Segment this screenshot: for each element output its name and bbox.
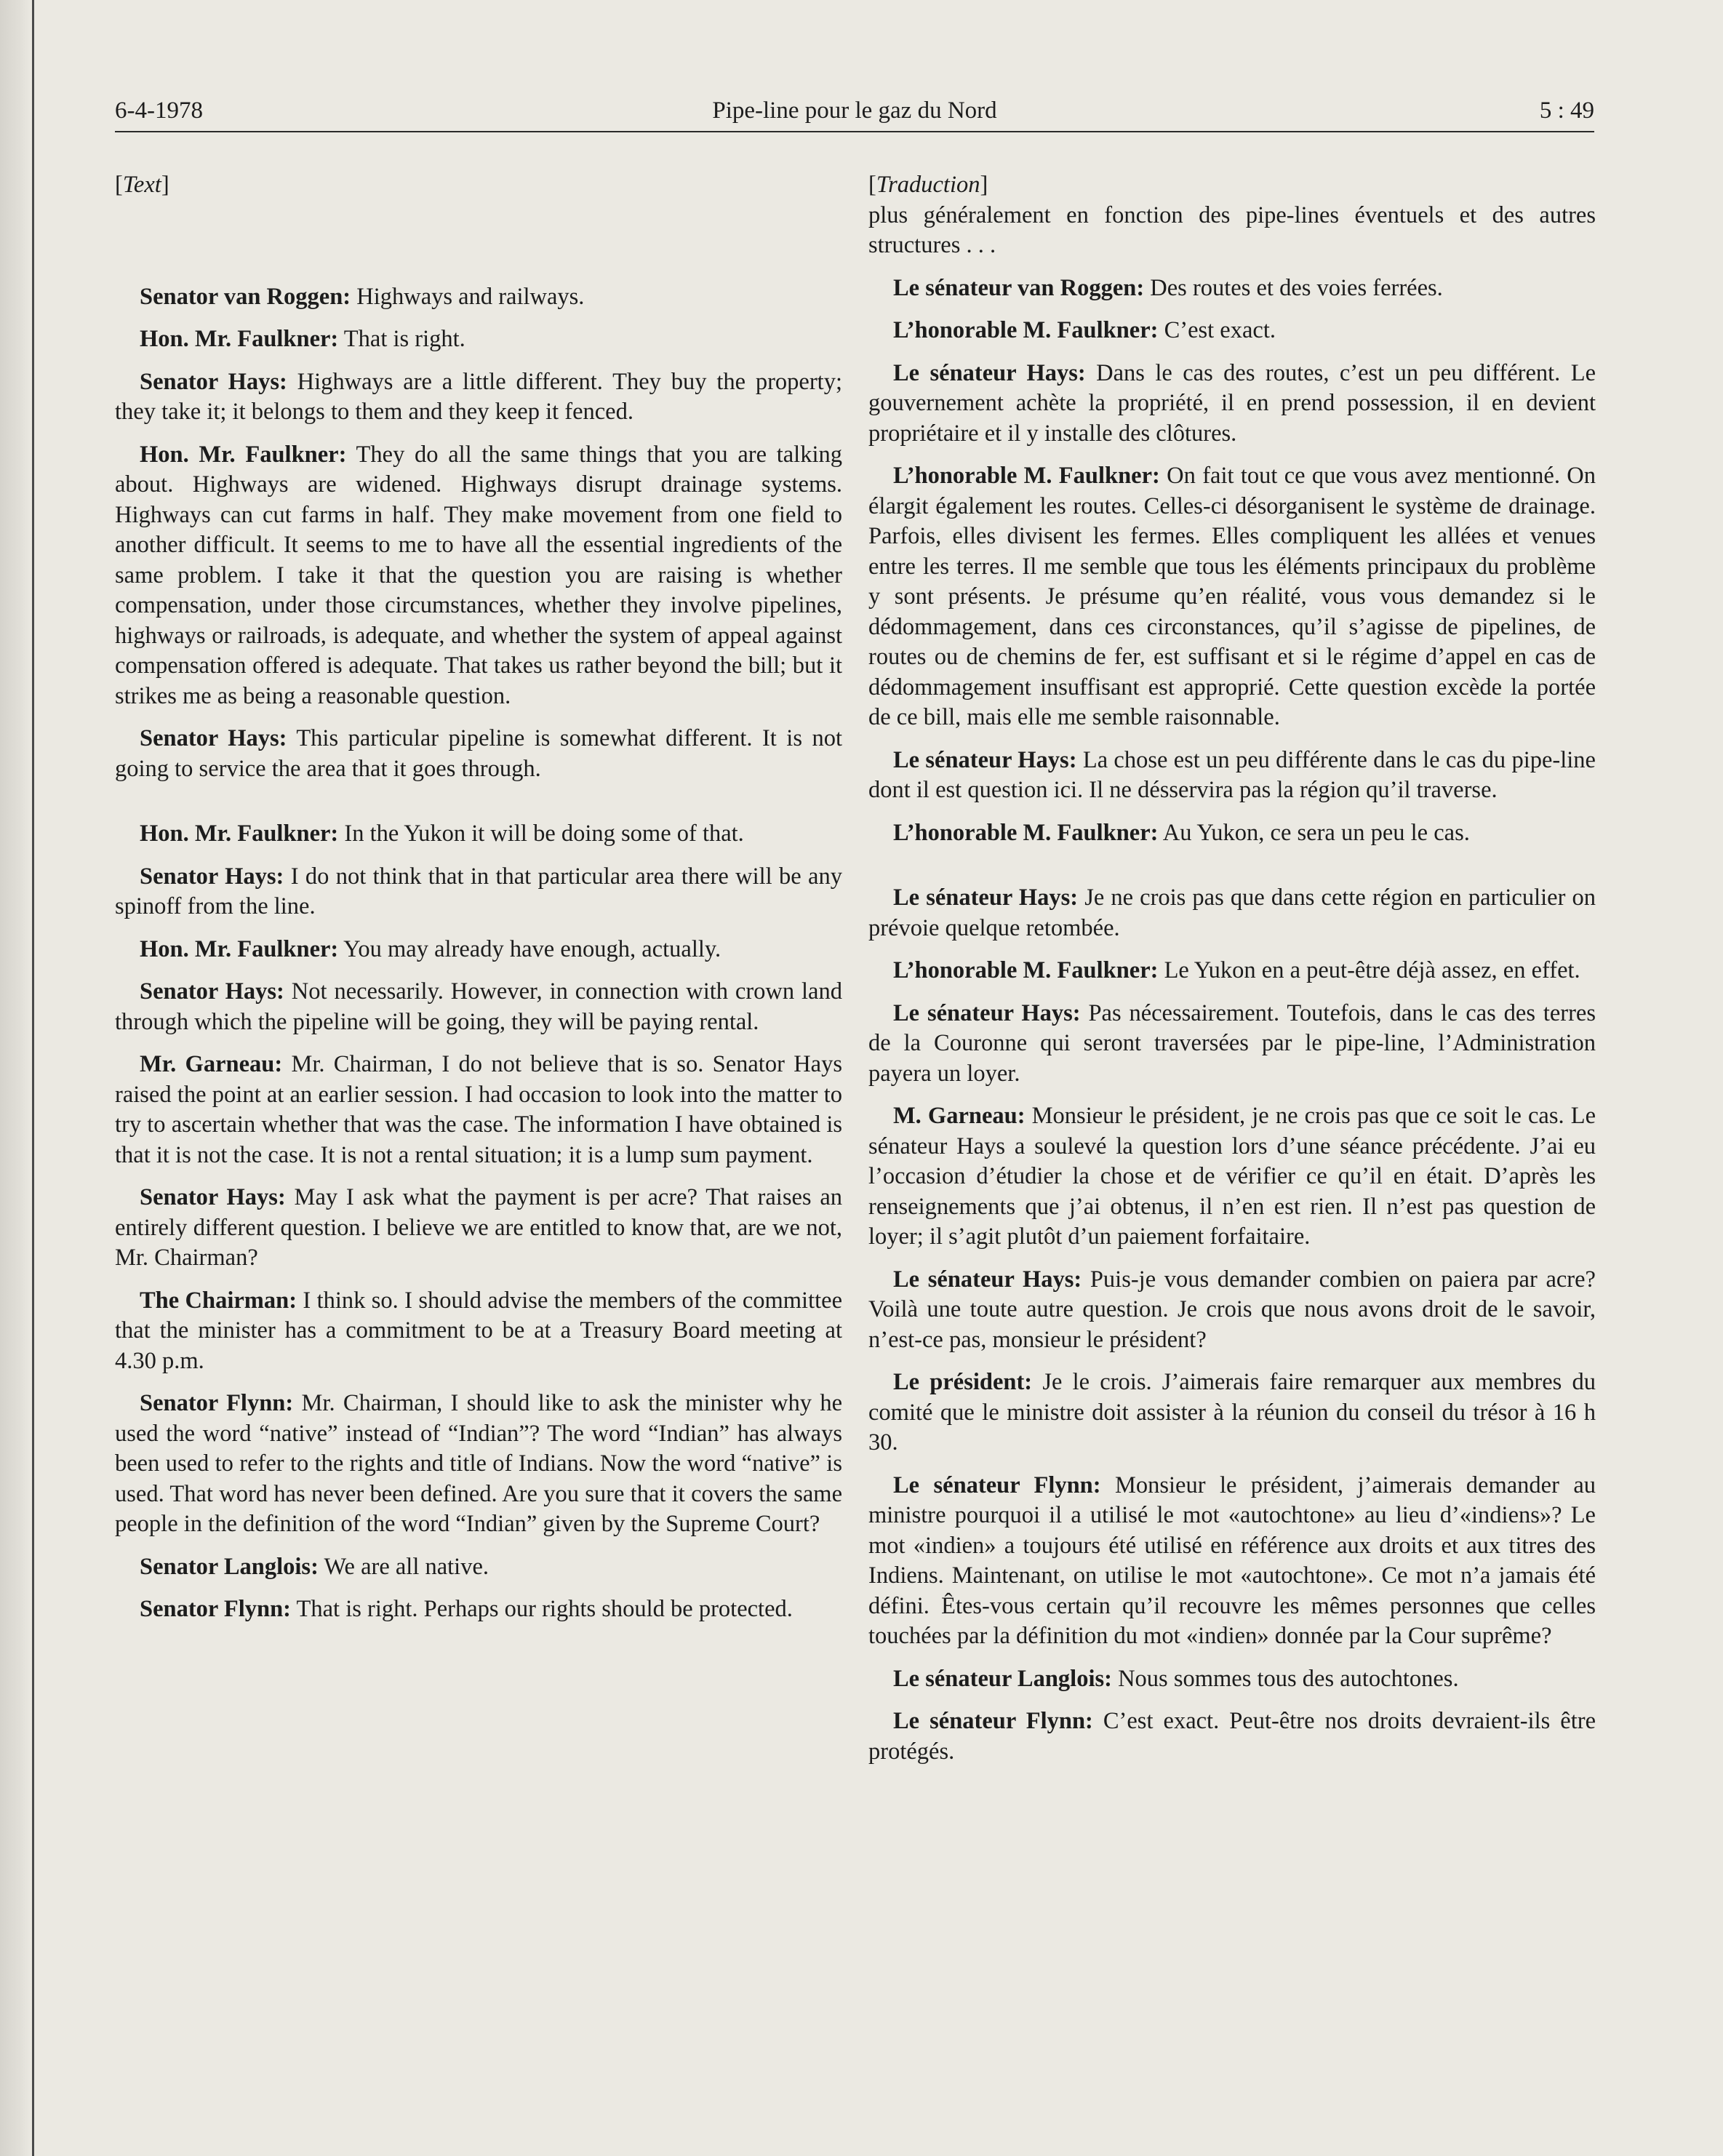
speech-text: We are all native. [318,1553,489,1580]
transcript-paragraph [115,1389,842,1540]
speaker-name: L’honorable M. Faulkner: [893,317,1159,343]
speaker-name: L’honorable M. Faulkner: [893,819,1159,846]
continuation-paragraph: plus généralement en fonction des pipe-lines éventuels et des autres structures . . . [868,201,1596,258]
speech-text: C’est exact. Peut-être nos droits devraient-ils être protégés. [868,1708,1596,1765]
speech-text: Pas nécessairement. Toutefois, dans le cas des terres de la Couronne qui seront traversées par le pipe-line, l’Administration payera un loyer. [868,999,1596,1087]
column-label-text: [Text] [115,172,169,198]
transcript-paragraph [868,883,1596,943]
transcript-paragraph [868,746,1596,806]
speaker-name: Senator Hays: [140,1184,286,1210]
speech-text: Dans le cas des routes, c’est un peu différent. Le gouvernement achète la propriété, il en prend possession, il en devient propriétaire et il y installe des clôtures. [868,359,1596,447]
transcript-paragraph [868,461,1596,733]
speaker-name: L’honorable M. Faulkner: [893,463,1160,489]
speaker-name: Senator Langlois: [140,1553,319,1580]
page-binding-edge [32,0,34,2156]
speech-text: Monsieur le président, je ne crois pas que ce soit le cas. Le sénateur Hays a soulevé la question lors d’une séance précédente. J’ai eu l’occasion d’étudier la chose et de vérifier ce qu’il en était. D’après les renseignements que j’ai obtenus, il n’en est rien. Il n’est pas question de loyer; il s’agit plutôt d’un paiement forfaitaire. [868,1103,1596,1250]
speech-text: Nous sommes tous des autochtones. [1111,1665,1459,1692]
speech-text: La chose est un peu différente dans le cas du pipe-line dont il est question ici. Il ne désservira pas la région qu’il traverse. [868,746,1596,803]
column-label: Text [122,172,161,198]
speaker-name: Senator Hays: [140,863,284,890]
speech-text: Le Yukon en a peut-être déjà assez, en effet. [1158,957,1580,983]
transcript-paragraph [868,1101,1596,1253]
column-label: Traduction [876,172,980,198]
transcript-paragraph [868,1471,1596,1652]
transcript-paragraph [115,862,842,922]
transcript-paragraph [868,274,1596,304]
transcript-paragraph [868,1368,1596,1458]
speech-text: C’est exact. [1158,317,1276,343]
speaker-name: The Chairman: [140,1287,297,1314]
transcript-paragraph [868,818,1596,849]
header-page-number: 5 : 49 [1539,97,1594,124]
transcript-paragraph [115,977,842,1037]
speech-text: You may already have enough, actually. [338,935,721,962]
column-label-traduction: [Traduction] [868,172,988,198]
speech-text: Je le crois. J’aimerais faire remarquer aux membres du comité que le ministre doit assister à la réunion du conseil du trésor à 16 h 30. [868,1369,1596,1456]
french-column [868,170,1596,1767]
speaker-name: Le sénateur Flynn: [893,1472,1101,1498]
speaker-name: Senator van Roggen: [140,283,351,310]
speaker-name: Le sénateur Hays: [893,746,1077,773]
transcript-paragraph [868,1706,1596,1767]
speaker-name: Senator Flynn: [140,1596,291,1622]
speech-text: Highways are a little different. They buy the property; they take it; it belongs to them and they keep it fenced. [115,368,842,425]
speaker-name: Le sénateur Hays: [893,999,1081,1026]
speaker-name: Le sénateur Flynn: [893,1708,1093,1734]
speech-text: On fait tout ce que vous avez mentionné. On élargit également les routes. Celles-ci désorganisent le système de drainage. Parfois, elles divisent les fermes. Elles compliquent les allées et venues entre les terres. Il me semble que tous les éléments principaux du problème y sont présents. Je présume qu’en réalité, vous vous demandez si le dédommagement, dans ces circonstances, qu’il s’agisse de pipelines, de routes ou de chemins de fer, est suffisant et si le régime d’appel en cas de dédommagement insuffisant est approprié. Cette question excède la portée de ce bill, mais elle me semble raisonnable. [868,463,1596,730]
page-header [115,92,1594,129]
speaker-name: Le sénateur Hays: [893,885,1079,911]
speech-text: May I ask what the payment is per acre? That raises an entirely different question. I believe we are entitled to know that, are we not, Mr. Chairman? [115,1184,842,1271]
speech-text: That is right. [338,326,465,352]
speaker-name: Mr. Garneau: [140,1051,283,1077]
transcript-paragraph [115,282,842,313]
speech-text: Puis-je vous demander combien on paiera par acre? Voilà une toute autre question. Je crois que nous avons droit de le savoir, n’est-ce pas, monsieur le président? [868,1266,1596,1353]
header-date: 6-4-1978 [115,97,203,124]
transcript-paragraph [868,359,1596,450]
transcript-paragraph [115,819,842,850]
transcript-paragraph [115,1286,842,1377]
transcript-paragraph [868,956,1596,986]
transcript-paragraph [115,367,842,428]
speech-text: Des routes et des voies ferrées. [1144,274,1443,301]
speaker-name: Le sénateur van Roggen: [893,274,1145,301]
column-spacer [115,201,842,282]
header-rule [115,131,1594,132]
speech-text: This particular pipeline is somewhat different. It is not going to service the area that it goes through. [115,725,842,782]
transcript-paragraph [115,1183,842,1274]
speech-text: Au Yukon, ce sera un peu le cas. [1158,819,1470,846]
speaker-name: Hon. Mr. Faulkner: [140,326,339,352]
speaker-name: Senator Hays: [140,725,287,751]
transcript-paragraph [115,724,842,784]
speaker-name: Le sénateur Hays: [893,1266,1082,1293]
speaker-name: Hon. Mr. Faulkner: [140,935,339,962]
speaker-name: Senator Hays: [140,368,287,395]
english-column [115,170,842,1625]
speaker-name: Le sénateur Hays: [893,359,1086,386]
speaker-name: Le sénateur Langlois: [893,1665,1112,1692]
page-binding-shadow [0,0,32,2156]
transcript-paragraph [115,1552,842,1583]
transcript-paragraph [115,324,842,355]
speech-text: Mr. Chairman, I should like to ask the minister why he used the word “native” instead of “Indian”? The word “Indian” has always been used to refer to the rights and title of Indians. Now the word “native” is used. That word has never been defined. Are you sure that it covers the same people in the definition of the word “Indian” given by the Supreme Court? [115,1390,842,1537]
transcript-paragraph [868,316,1596,346]
speech-text: Mr. Chairman, I do not believe that is so. Senator Hays raised the point at an earlier session. I had occasion to look into the matter to try to ascertain whether that was the case. The information I have obtained is that it is not the case. It is not a rental situation; it is a lump sum payment. [115,1051,842,1168]
speaker-name: Hon. Mr. Faulkner: [140,441,347,468]
transcript-paragraph [115,1594,842,1625]
transcript-paragraph [868,999,1596,1090]
speech-text: Je ne crois pas que dans cette région en particulier on prévoie quelque retombée. [868,885,1596,941]
speech-text: They do all the same things that you are talking about. Highways are widened. Highways disrupt drainage systems. Highways can cut farms in half. They make movement from one field to another difficult. It seems to me to have all the essential ingredients of the same problem. I take it that the question you are raising is whether compensation, under those circumstances, whether they involve pipelines, highways or railroads, is adequate, and whether the system of appeal against compensation offered is adequate. That takes us rather beyond the bill; but it strikes me as being a reasonable question. [115,441,842,709]
transcript-paragraph [115,935,842,965]
speaker-name: L’honorable M. Faulkner: [893,957,1159,983]
speech-text: Monsieur le président, j’aimerais demander au ministre pourquoi il a utilisé le mot «autochtone» au lieu d’«indiens»? Le mot «indien» a toujours été utilisé en référence aux droits et aux titres des Indiens. Maintenant, on utilise le mot «autochtone». Ce mot n’a jamais été défini. Êtes-vous certain qu’il recouvre les mêmes personnes que celles touchées par la définition du mot «indien» donnée par la Cour suprême? [868,1472,1596,1649]
speaker-name: Senator Flynn: [140,1390,294,1416]
transcript-paragraph [868,1265,1596,1356]
speaker-name: Le président: [893,1369,1033,1395]
transcript-paragraph [115,1050,842,1170]
speech-text: I think so. I should advise the members of the committee that the minister has a commitment to be at a Treasury Board meeting at 4.30 p.m. [115,1287,842,1374]
speaker-name: Senator Hays: [140,978,284,1005]
speaker-name: M. Garneau: [893,1103,1026,1129]
header-title: Pipe-line pour le gaz du Nord [712,97,997,124]
transcript-paragraph [868,1664,1596,1695]
speaker-name: Hon. Mr. Faulkner: [140,821,339,847]
speech-text: I do not think that in that particular area there will be any spinoff from the line. [115,863,842,919]
speech-text: In the Yukon it will be doing some of that. [338,821,744,847]
transcript-paragraph [115,440,842,712]
speech-text: That is right. Perhaps our rights should be protected. [290,1596,793,1622]
speech-text: Highways and railways. [351,283,585,310]
speech-text: Not necessarily. However, in connection with crown land through which the pipeline will be going, they will be paying rental. [115,978,842,1035]
